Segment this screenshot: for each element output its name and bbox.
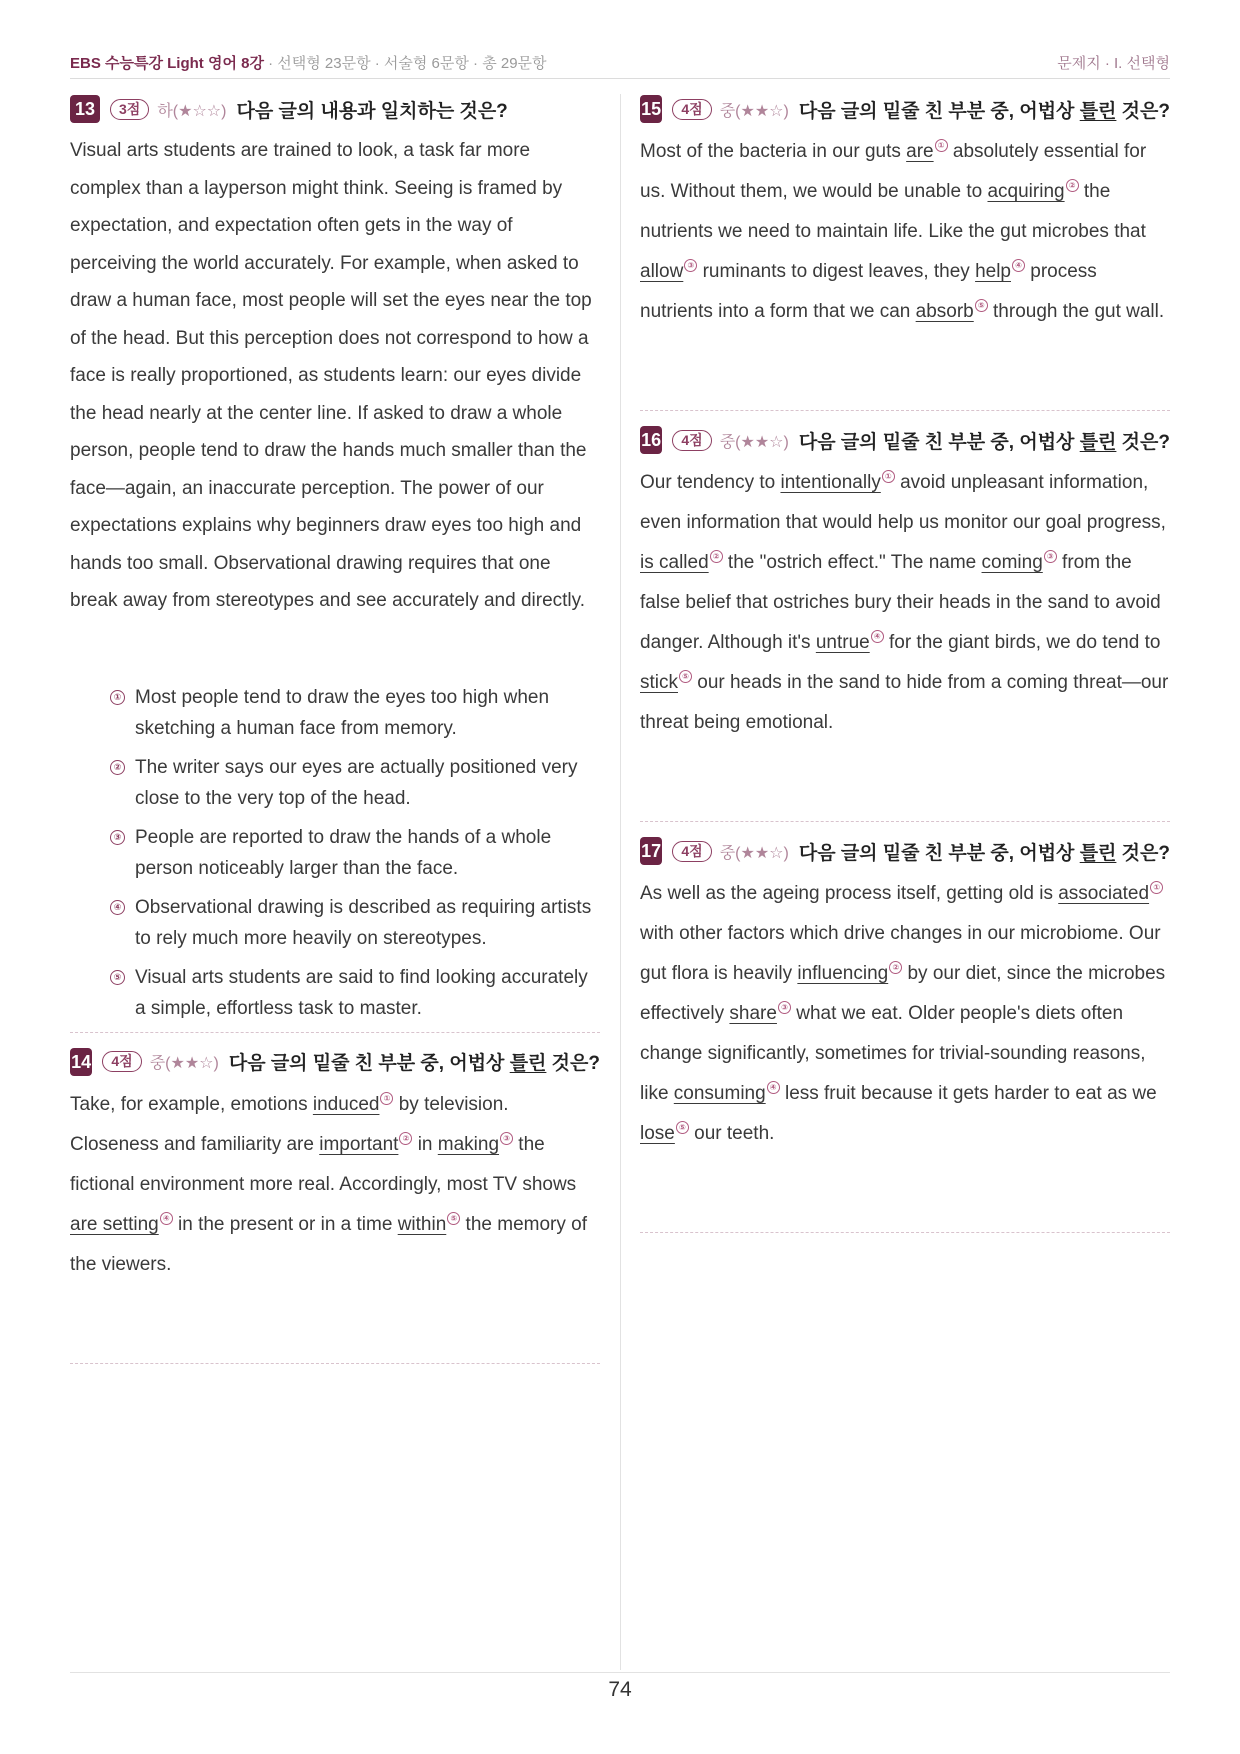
option-marker: ①	[1150, 881, 1163, 894]
question-14	[70, 1047, 600, 1285]
text-run: by television. Closeness and familiarity are	[70, 1093, 509, 1155]
choice-2[interactable]	[110, 752, 600, 814]
underlined-option-4: are setting	[70, 1213, 159, 1235]
page-number: 74	[608, 1678, 632, 1701]
underlined-option-4: untrue	[815, 632, 870, 653]
footer-rule	[70, 1672, 1170, 1673]
question-number: 13	[70, 95, 100, 123]
underlined-option-1: are	[906, 141, 934, 162]
title-text: 것은?	[1116, 842, 1170, 864]
title-text: 다음 글의 밑줄 친 부분 중, 어법상	[798, 842, 1080, 864]
option-marker: ①	[935, 139, 948, 152]
question-title	[799, 96, 1170, 123]
underlined-option-4: consuming	[673, 1083, 766, 1104]
underlined-option-5: lose	[640, 1123, 675, 1144]
option-marker: ②	[399, 1132, 412, 1145]
column-divider	[620, 94, 621, 1670]
option-marker: ①	[380, 1092, 393, 1105]
choice-text: People are reported to draw the hands of a whole person noticeably larger than the face.	[135, 826, 552, 879]
text-run: Our tendency to	[640, 472, 781, 493]
option-marker: ③	[684, 259, 697, 272]
option-marker: ④	[767, 1081, 780, 1094]
underlined-option-5: within	[397, 1213, 447, 1235]
underlined-option-1: associated	[1058, 883, 1150, 904]
option-marker: ⑤	[679, 670, 692, 683]
choice-text: Visual arts students are said to find looking accurately a simple, effortless task to master.	[135, 966, 588, 1019]
option-marker: ③	[500, 1132, 513, 1145]
title-text: 다음 글의 밑줄 친 부분 중, 어법상	[798, 100, 1080, 122]
points-badge: 4점	[672, 841, 711, 862]
right-column	[640, 94, 1170, 1233]
text-run: the "ostrich effect." The name	[722, 552, 982, 573]
left-column	[70, 94, 600, 1364]
underlined-option-1: intentionally	[780, 472, 881, 493]
text-run: Most of the bacteria in our guts	[640, 141, 907, 162]
text-run: the nutrients we need to maintain life. Like the gut microbes that	[640, 181, 1146, 242]
text-run: by our diet, since the microbes effectively	[640, 963, 1166, 1024]
points-badge: 4점	[672, 430, 711, 451]
text-run: what we eat. Older people's diets often change significantly, sometimes for trivial-sounding reasons, like	[640, 1003, 1146, 1104]
choice-text: Most people tend to draw the eyes too high when sketching a human face from memory.	[135, 686, 550, 739]
underlined-option-1: induced	[312, 1093, 380, 1115]
choice-text: The writer says our eyes are actually positioned very close to the very top of the head.	[135, 756, 578, 809]
header-section: 문제지 · I. 선택형	[1057, 55, 1170, 72]
text-run: the fictional environment more real. Accordingly, most TV shows	[70, 1133, 577, 1195]
text-run: less fruit because it gets harder to eat as we	[779, 1083, 1157, 1104]
question-header	[640, 94, 1170, 124]
option-marker: ③	[1044, 550, 1057, 563]
question-header	[70, 94, 600, 124]
title-emphasis: 틀린	[1079, 100, 1117, 122]
underlined-option-2: important	[319, 1133, 399, 1155]
question-separator	[70, 1032, 600, 1033]
text-run: ruminants to digest leaves, they	[697, 261, 976, 282]
option-marker: ⑤	[975, 299, 988, 312]
text-run: in	[412, 1133, 438, 1155]
text-run: our heads in the sand to hide from a coming threat—our threat being emotional.	[640, 672, 1169, 733]
passage-text	[640, 874, 1170, 1154]
question-number: 17	[640, 837, 662, 865]
text-run: Take, for example, emotions	[70, 1093, 313, 1115]
choice-marker: ②	[110, 760, 125, 775]
difficulty-level: 중(★★☆)	[719, 102, 789, 120]
underlined-option-2: influencing	[797, 963, 889, 984]
question-title	[229, 1048, 600, 1075]
book-title: EBS 수능특강 Light 영어 8강	[70, 55, 264, 72]
text-run: avoid unpleasant information, even information that would help us monitor our goal progress,	[640, 472, 1166, 533]
text-run: the memory of the viewers.	[70, 1213, 587, 1275]
question-header	[640, 425, 1170, 455]
title-text: 다음 글의 밑줄 친 부분 중, 어법상	[228, 1053, 510, 1074]
text-run: absolutely essential for us. Without them, we would be unable to	[640, 141, 1147, 202]
option-marker: ②	[889, 961, 902, 974]
choice-5[interactable]	[110, 962, 600, 1024]
passage-text	[70, 1085, 600, 1285]
points-badge: 3점	[110, 99, 149, 120]
choice-marker: ⑤	[110, 970, 125, 985]
text-run: through the gut wall.	[987, 301, 1165, 322]
option-marker: ④	[1012, 259, 1025, 272]
text-run: from the false belief that ostriches bury their heads in the sand to avoid danger. Although it's	[640, 552, 1161, 653]
option-marker: ①	[882, 470, 895, 483]
difficulty-level: 중(★★☆)	[719, 844, 789, 862]
text-run: process nutrients into a form that we can	[640, 261, 1097, 322]
points-badge: 4점	[102, 1051, 141, 1072]
text-run: for the giant birds, we do tend to	[883, 632, 1161, 653]
option-marker: ④	[160, 1212, 173, 1225]
option-marker: ④	[871, 630, 884, 643]
choice-text: Observational drawing is described as requiring artists to rely much more heavily on stereotypes.	[135, 896, 592, 949]
title-emphasis: 틀린	[1079, 842, 1117, 864]
text-run: our teeth.	[688, 1123, 775, 1144]
question-13	[70, 94, 600, 1024]
question-number: 16	[640, 426, 662, 454]
underlined-option-3: coming	[981, 552, 1043, 573]
title-text: 것은?	[1116, 100, 1170, 122]
option-marker: ⑤	[676, 1121, 689, 1134]
passage-text: Visual arts students are trained to look, a task far more complex than a layperson might think. Seeing is framed by expectation, and expectation often gets in the way of perceiving the world accurately. For example, when asked to draw a human face, most people will set the eyes near the top of the head. But this perception does not correspond to how a face is really proportioned, as students learn: our eyes divide the head nearly at the center line. If asked to draw a whole person, people tend to draw the hands much smaller than the face—again, an inaccurate perception. The power of our expectations explains why beginners draw eyes too high and hands too small. Observational drawing requires that one break away from stereotypes and see accurately and directly.	[70, 140, 592, 611]
question-16	[640, 425, 1170, 743]
difficulty-level: 중(★★☆)	[719, 433, 789, 451]
question-15	[640, 94, 1170, 332]
question-17	[640, 836, 1170, 1154]
title-text: 것은?	[546, 1053, 600, 1074]
question-separator	[70, 1363, 600, 1364]
choice-3[interactable]	[110, 822, 600, 884]
underlined-option-3: share	[729, 1003, 777, 1024]
question-title	[799, 427, 1170, 454]
choice-marker: ③	[110, 830, 125, 845]
question-separator	[640, 1232, 1170, 1233]
choice-marker: ④	[110, 900, 125, 915]
answer-choices	[70, 682, 600, 1024]
underlined-option-2: acquiring	[987, 181, 1065, 202]
option-marker: ②	[1066, 179, 1079, 192]
choice-4[interactable]	[110, 892, 600, 954]
passage-text	[640, 463, 1170, 743]
header-meta: · 선택형 23문항 · 서술형 6문항 · 총 29문항	[263, 55, 547, 72]
underlined-option-3: making	[437, 1133, 500, 1155]
text-run: As well as the ageing process itself, getting old is	[640, 883, 1059, 904]
option-marker: ⑤	[447, 1212, 460, 1225]
question-separator	[640, 410, 1170, 411]
title-text: 것은?	[1116, 431, 1170, 453]
question-header	[70, 1047, 600, 1077]
option-marker: ②	[710, 550, 723, 563]
underlined-option-2: is called	[640, 552, 709, 573]
points-badge: 4점	[672, 99, 711, 120]
page-header	[70, 48, 1170, 79]
question-number: 15	[640, 95, 662, 123]
title-emphasis: 틀린	[1079, 431, 1117, 453]
choice-marker: ①	[110, 690, 125, 705]
question-title: 다음 글의 내용과 일치하는 것은?	[236, 100, 508, 122]
underlined-option-5: stick	[640, 672, 678, 693]
underlined-option-5: absorb	[915, 301, 974, 322]
choice-1[interactable]	[110, 682, 600, 744]
text-run: with other factors which drive changes in our microbiome. Our gut flora is heavily	[640, 923, 1161, 984]
difficulty-level: 중(★★☆)	[149, 1055, 219, 1072]
question-header	[640, 836, 1170, 866]
passage-text	[640, 132, 1170, 332]
text-run: in the present or in a time	[172, 1213, 398, 1235]
underlined-option-4: help	[975, 261, 1011, 282]
question-separator	[640, 821, 1170, 822]
option-marker: ③	[778, 1001, 791, 1014]
underlined-option-3: allow	[640, 261, 684, 282]
title-emphasis: 틀린	[509, 1053, 547, 1074]
question-title	[799, 838, 1170, 865]
question-number: 14	[70, 1048, 92, 1076]
header-left	[70, 52, 547, 73]
title-text: 다음 글의 밑줄 친 부분 중, 어법상	[798, 431, 1080, 453]
difficulty-level: 하(★☆☆)	[157, 102, 227, 120]
